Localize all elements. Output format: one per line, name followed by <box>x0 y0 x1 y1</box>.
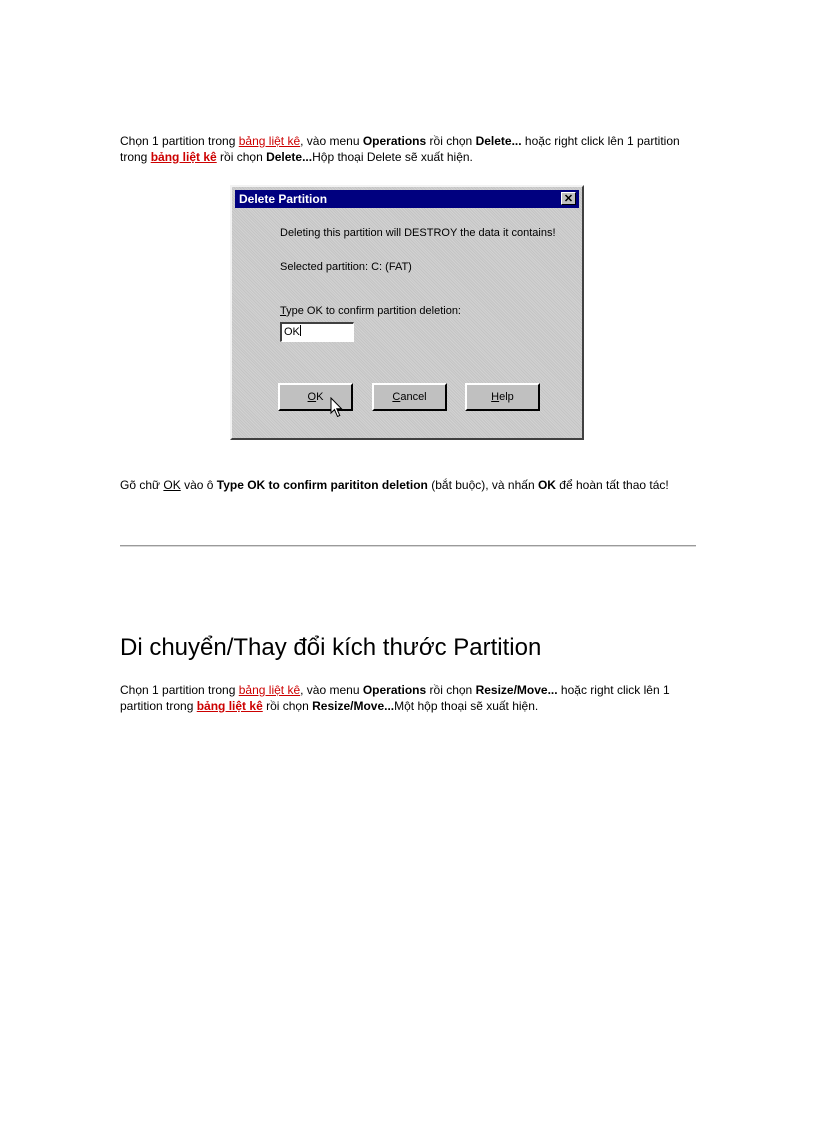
access-key: H <box>491 391 500 403</box>
text: , vào menu <box>300 683 363 697</box>
cancel-button[interactable] <box>372 383 447 411</box>
text: Gõ chữ <box>120 478 164 492</box>
input-value: OK <box>284 326 300 338</box>
menu-name: Operations <box>362 134 427 148</box>
section-divider <box>120 545 696 547</box>
command-name: Delete... <box>266 150 313 164</box>
dialog-titlebar[interactable] <box>235 190 579 208</box>
mouse-pointer-icon <box>330 397 344 419</box>
text: Chọn 1 partition trong <box>120 134 239 148</box>
button-label: K <box>316 391 324 403</box>
button-label: ancel <box>400 391 427 403</box>
text: (bắt buộc), và nhấn <box>427 478 538 492</box>
command-name: Delete... <box>475 134 522 148</box>
command-name: Resize/Move... <box>312 699 395 713</box>
field-name: Type OK to confirm parititon deletion <box>216 478 428 492</box>
section-heading: Di chuyển/Thay đổi kích thước Partition <box>120 634 542 661</box>
text: để hoàn tất thao tác! <box>555 478 669 492</box>
resize-instructions <box>120 682 700 714</box>
confirm-instructions <box>120 477 700 493</box>
help-button[interactable] <box>465 383 540 411</box>
label-text: ype OK to confirm partition deletion: <box>286 305 461 317</box>
text: rồi chọn <box>262 699 313 713</box>
menu-name: Operations <box>362 683 427 697</box>
access-key: O <box>307 391 317 403</box>
text: rồi chọn <box>426 134 476 148</box>
text: , vào menu <box>300 134 363 148</box>
delete-instructions <box>120 133 700 165</box>
text: Một hộp thoại sẽ xuất hiện. <box>394 699 539 713</box>
selected-partition-text: Selected partition: C: (FAT) <box>280 261 412 273</box>
access-key: T <box>280 305 287 317</box>
text: hoặc right click lên 1 partition trong <box>120 134 680 164</box>
text-caret <box>300 325 301 336</box>
text: rồi chọn <box>426 683 476 697</box>
text: Chọn 1 partition trong <box>120 683 239 697</box>
text: Hộp thoại Delete sẽ xuất hiện. <box>312 150 473 164</box>
list-link[interactable]: bảng liệt kê <box>238 134 301 148</box>
list-link[interactable]: bảng liệt kê <box>238 683 301 697</box>
dialog-title: Delete Partition <box>239 192 328 206</box>
text: rồi chọn <box>216 150 267 164</box>
close-icon[interactable]: ✕ <box>561 192 576 205</box>
list-link[interactable]: bảng liệt kê <box>150 150 217 164</box>
delete-partition-dialog <box>230 185 584 440</box>
access-key: C <box>392 391 401 403</box>
ok-keyword: OK <box>163 478 181 492</box>
confirm-prompt-label <box>280 305 461 317</box>
command-name: Resize/Move... <box>475 683 558 697</box>
list-link[interactable]: bảng liệt kê <box>196 699 263 713</box>
button-label: elp <box>499 391 514 403</box>
confirm-ok-input[interactable] <box>280 322 354 342</box>
text: vào ô <box>180 478 217 492</box>
warning-text: Deleting this partition will DESTROY the data it contains! <box>280 227 556 239</box>
button-name: OK <box>537 478 556 492</box>
text: hoặc right click lên 1 partition trong <box>120 683 670 713</box>
